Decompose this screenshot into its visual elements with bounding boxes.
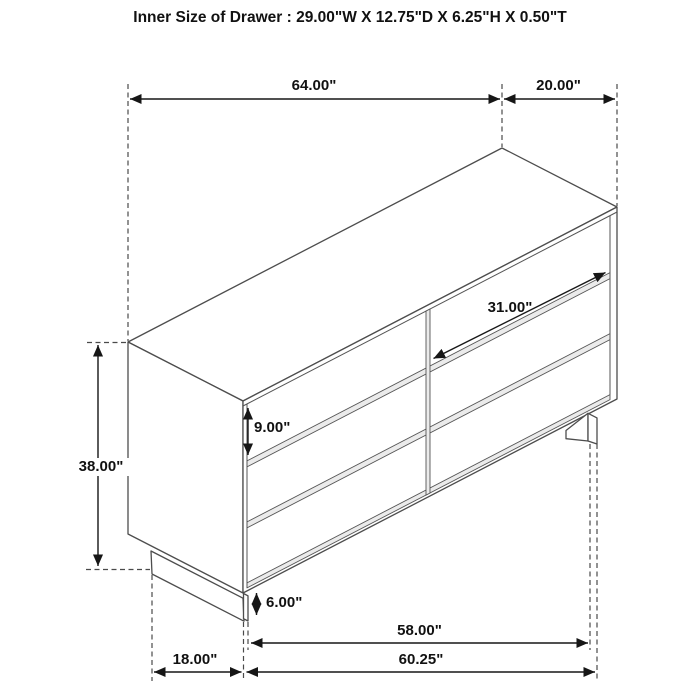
dim-floor-width-label: 60.25": [398, 651, 444, 668]
dim-base-width-label: 58.00": [397, 622, 442, 639]
dim-drawer-width-label: 31.00": [487, 299, 533, 316]
page-title: Inner Size of Drawer : 29.00"W X 12.75"D X 6.25"H X 0.50"T: [133, 9, 567, 26]
dim-overall-height-label: 38.00": [57, 458, 145, 476]
dresser-carcass: [128, 148, 617, 593]
dim-overall-width-label: 64.00": [291, 77, 337, 94]
dim-floor-depth-label: 18.00": [172, 651, 218, 668]
dim-base-height-label: 6.00": [266, 594, 303, 611]
dim-overall-depth-label: 20.00": [536, 77, 581, 94]
dim-drawer-height-label: 9.00": [254, 419, 291, 436]
